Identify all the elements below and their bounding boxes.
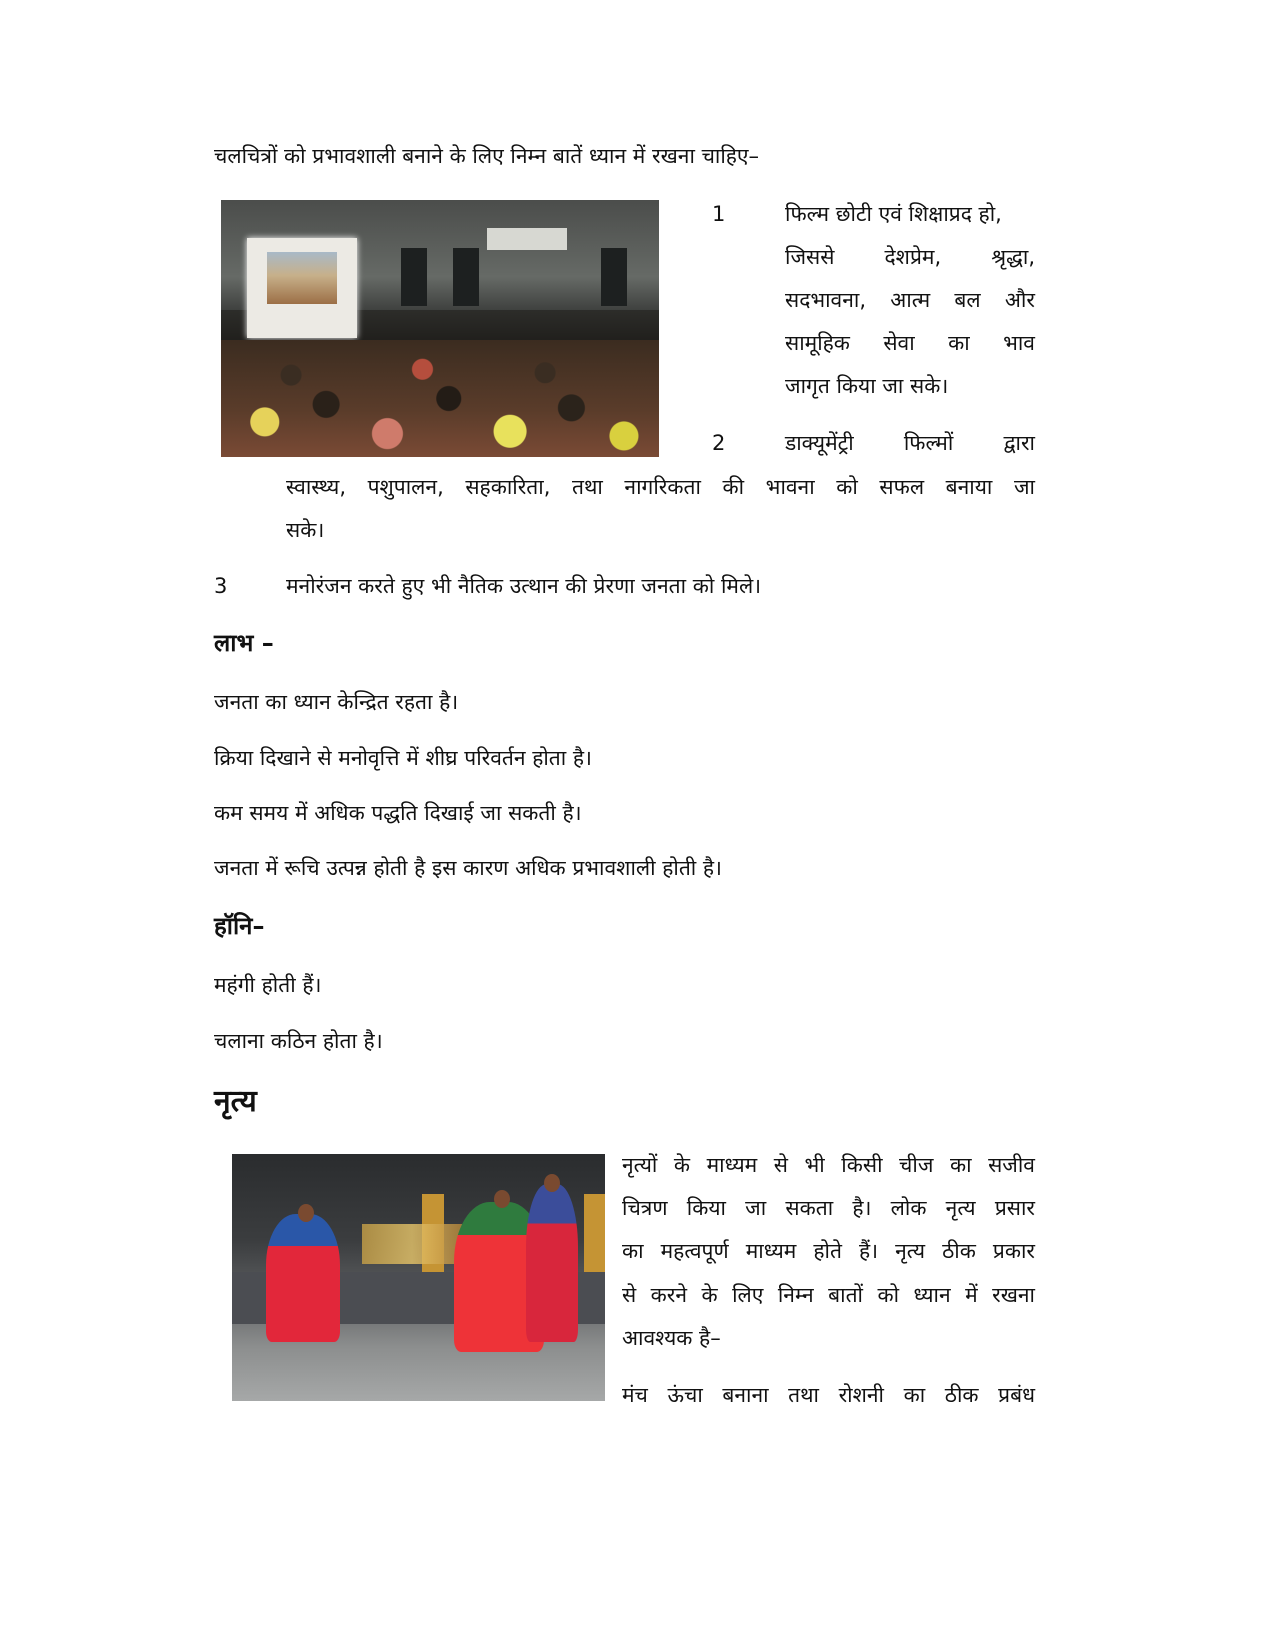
point-1-line-2: जिससे देशप्रेम, श्रृद्धा, [785,245,1035,269]
dance-photo [232,1154,605,1401]
dance-line-6: मंच ऊंचा बनाना तथा रोशनी का ठीक प्रबंध [622,1383,1035,1407]
benefits-heading: लाभ – [214,629,274,657]
harm-item: चलाना कठिन होता है। [214,1029,383,1053]
point-2-number: 2 [712,431,726,455]
point-1-line-1: फिल्म छोटी एवं शिक्षाप्रद हो, [785,202,1002,226]
point-2-line-1: डाक्यूमेंट्री फिल्मों द्वारा [785,431,1035,455]
point-1-line-4: सामूहिक सेवा का भाव [785,331,1035,355]
point-2-line-3: सके। [286,518,325,542]
point-1-line-3: सदभावना, आत्म बल और [785,288,1035,312]
point-2-line-2: स्वास्थ्य, पशुपालन, सहकारिता, तथा नागरिकता की भावना को सफल बनाया जा [286,475,1035,499]
dance-line-4: से करने के लिए निम्न बातों को ध्यान में रखना [622,1283,1035,1307]
dance-line-1: नृत्यों के माध्यम से भी किसी चीज का सजीव [622,1153,1035,1177]
dance-heading: नृत्य [214,1084,257,1119]
benefit-item: क्रिया दिखाने से मनोवृत्ति में शीघ्र परिवर्तन होता है। [214,746,592,770]
harm-item: महंगी होती हैं। [214,973,322,997]
benefit-item: कम समय में अधिक पद्धति दिखाई जा सकती है। [214,801,582,825]
dance-line-3: का महत्वपूर्ण माध्यम होते हैं। नृत्य ठीक प्रकार [622,1239,1035,1263]
film-screening-photo [221,200,659,457]
benefit-item: जनता में रूचि उत्पन्न होती है इस कारण अधिक प्रभावशाली होती है। [214,856,723,880]
benefit-item: जनता का ध्यान केन्द्रित रहता है। [214,690,459,714]
point-3-text: मनोरंजन करते हुए भी नैतिक उत्थान की प्रेरणा जनता को मिले। [286,574,762,598]
harms-heading: हॉनि– [214,912,265,940]
point-1-number: 1 [712,202,726,226]
intro-text: चलचित्रों को प्रभावशाली बनाने के लिए निम्न बातें ध्यान में रखना चाहिए– [214,144,760,168]
dance-line-2: चित्रण किया जा सकता है। लोक नृत्य प्रसार [622,1196,1035,1220]
dance-line-5: आवश्यक है– [622,1326,721,1350]
point-3-number: 3 [214,574,228,598]
point-1-line-5: जागृत किया जा सके। [785,374,949,398]
